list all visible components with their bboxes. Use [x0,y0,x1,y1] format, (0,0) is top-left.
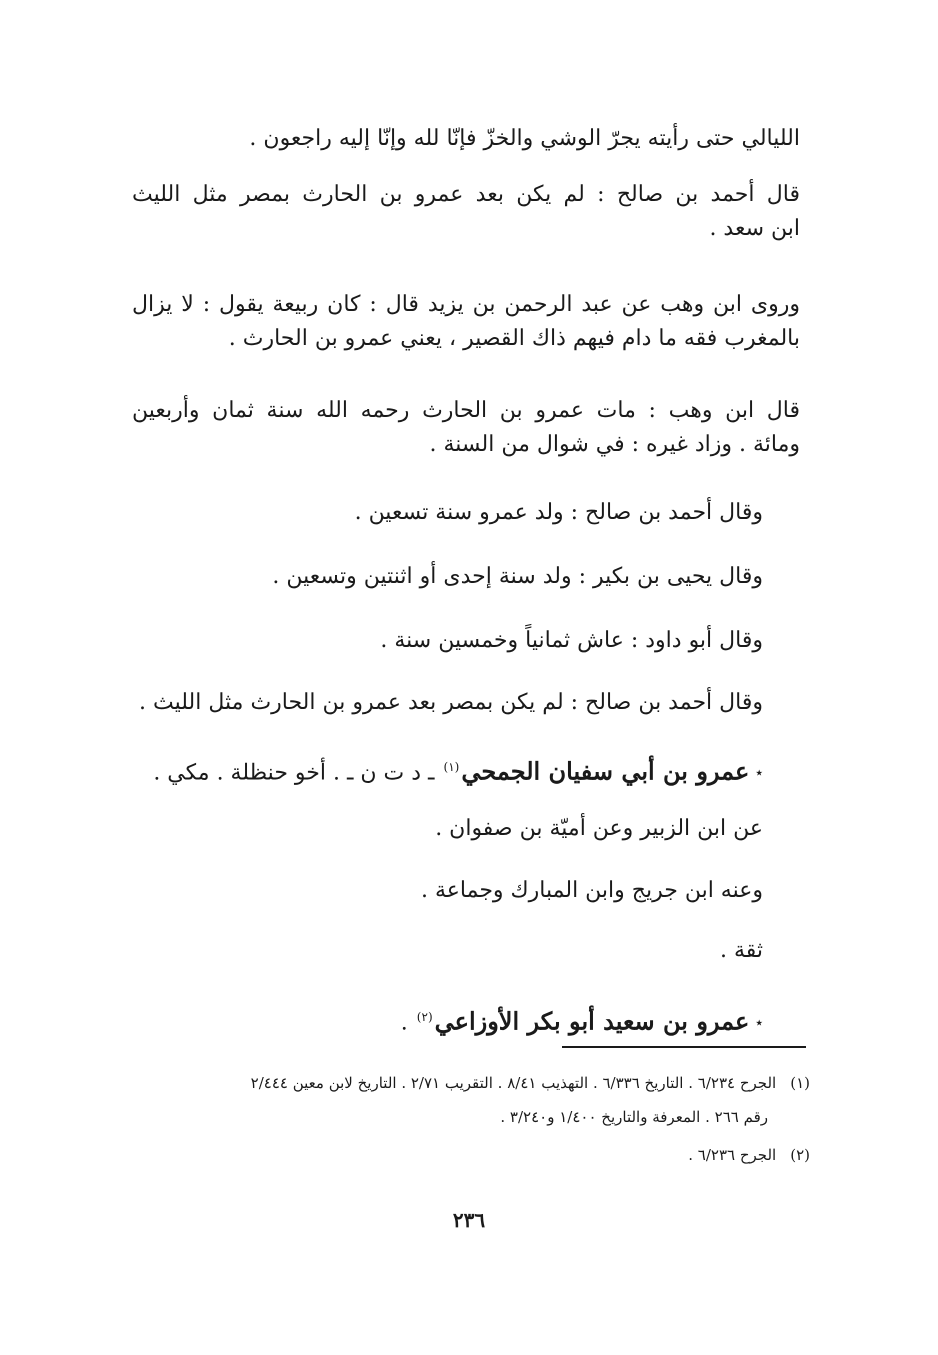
footnote-2-number: (٢) [790,1146,810,1164]
entry-1-line-2: عن ابن الزبير وعن أميّة بن صفوان . [435,816,763,841]
entry-2-heading [401,1000,763,1040]
paragraph-8: وقال أحمد بن صالح : لم يكن بمصر بعد عمرو بن الحارث مثل الليث . [139,690,763,715]
page-number: ٢٣٦ [452,1208,486,1232]
paragraph-4-line-1: قال ابن وهب : مات عمرو بن الحارث رحمه الله سنة ثمان وأربعين [132,398,800,423]
entry-1-rest: ـ د ت ن ـ . أخو حنظلة . مكي . [153,760,435,786]
entry-2-name: عمرو بن سعيد أبو بكر الأوزاعي [434,1006,750,1036]
footnote-1-line-2: رقم ٢٦٦ . المعرفة والتاريخ ١/٤٠٠ و٣/٢٤٠ . [500,1108,768,1126]
footnote-separator [562,1046,806,1048]
footnote-2 [688,1142,810,1168]
footnote-1 [251,1070,810,1096]
entry-1-name: عمرو بن أبي سفيان الجمحي [461,756,750,786]
footnote-2-line-1: الجرح ٦/٢٣٦ . [688,1146,777,1164]
paragraph-1: الليالي حتى رأيته يجرّ الوشي والخزّ فإنّا لله وإنّا إليه راجعون . [249,126,800,151]
entry-2-rest: . [400,1010,408,1036]
paragraph-2-line-1: قال أحمد بن صالح : لم يكن بعد عمرو بن الحارث بمصر مثل الليث [132,182,800,207]
entry-1-marker: ٭ [755,765,763,782]
paragraph-3-line-1: وروى ابن وهب عن عبد الرحمن بن يزيد قال : كان ربيعة يقول : لا يزال [132,292,800,317]
paragraph-2-line-2: ابن سعد . [709,216,800,241]
footnote-1-number: (١) [790,1074,810,1092]
paragraph-3 [132,288,800,356]
paragraph-2 [132,178,800,246]
footnote-1-line-1: الجرح ٦/٢٣٤ . التاريخ ٦/٣٣٦ . التهذيب ٨/٤١ . التقريب ٢/٧١ . التاريخ لابن معين ٢/٤٤٤ [250,1074,777,1092]
paragraph-6: وقال يحيى بن بكير : ولد سنة إحدى أو اثنتين وتسعين . [272,564,763,589]
paragraph-7: وقال أبو داود : عاش ثمانياً وخمسين سنة . [380,628,763,653]
paragraph-4-line-2: ومائة . وزاد غيره : في شوال من السنة . [429,432,800,457]
paragraph-5: وقال أحمد بن صالح : ولد عمرو سنة تسعين . [354,500,763,525]
entry-2-marker: ٭ [755,1015,763,1032]
entry-1-line-4: ثقة . [719,938,763,963]
entry-1-footnote-ref: (١) [443,760,460,774]
entry-1-heading [153,750,763,790]
entry-2-footnote-ref: (٢) [416,1010,433,1024]
paragraph-3-line-2: بالمغرب فقه ما دام فيهم ذاك القصير ، يعني عمرو بن الحارث . [228,326,800,351]
paragraph-4 [132,394,800,462]
entry-1-line-3: وعنه ابن جريج وابن المبارك وجماعة . [421,878,763,903]
